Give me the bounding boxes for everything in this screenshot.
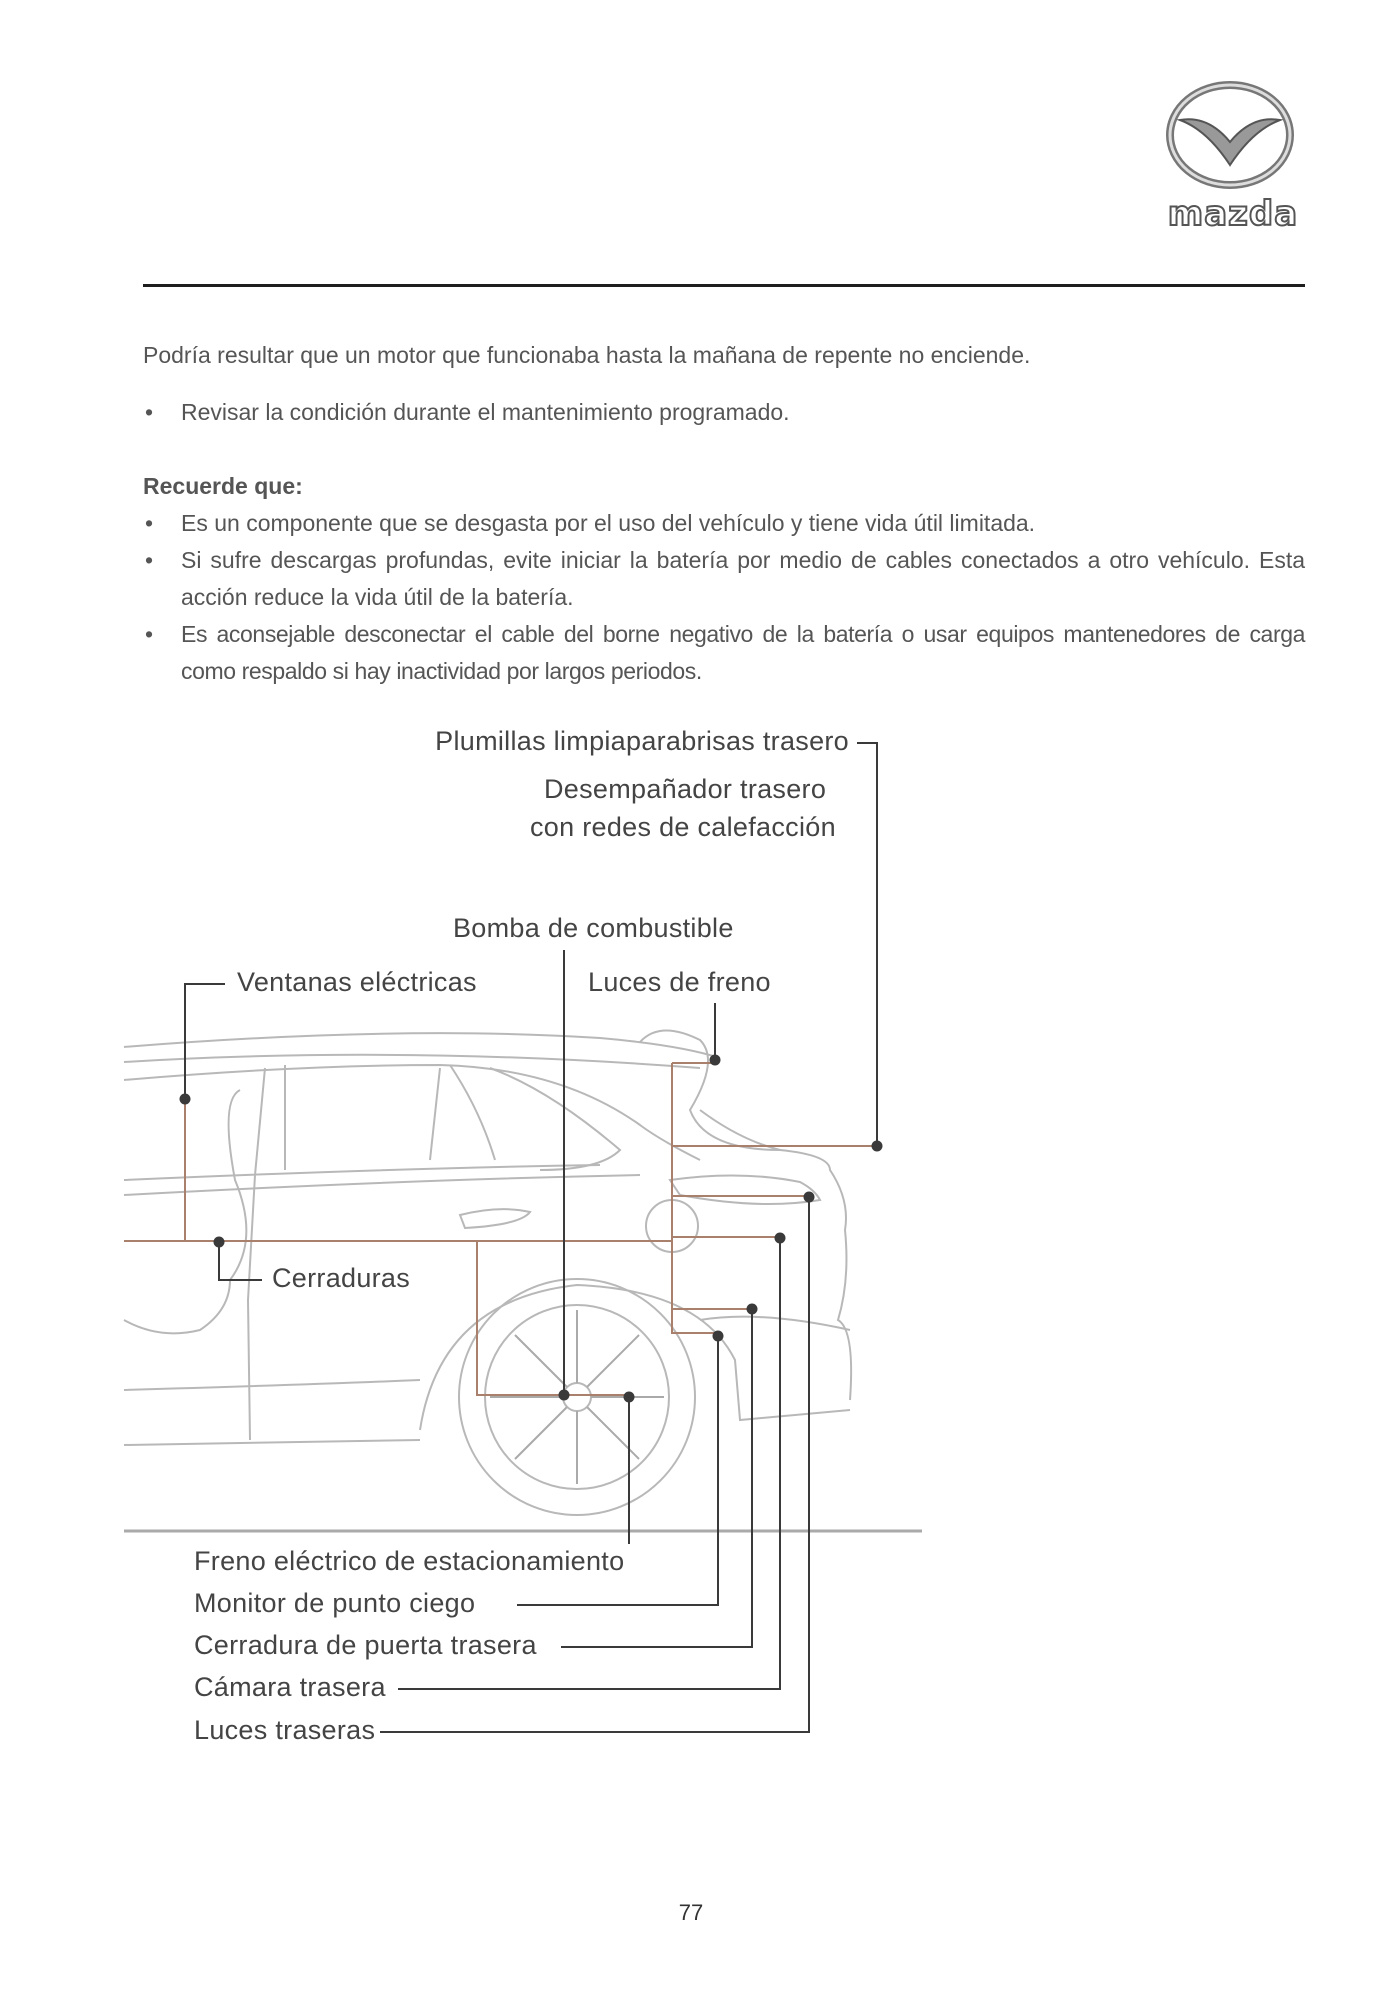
intro-paragraph: Podría resultar que un motor que funcionaba hasta la mañana de repente no enciende.	[143, 342, 1031, 368]
label-tailgate-lock: Cerradura de puerta trasera	[194, 1630, 537, 1660]
label-parking-brake: Freno eléctrico de estacionamiento	[194, 1546, 625, 1576]
windows-dot	[180, 1094, 191, 1105]
reminder-bullet-text: Si sufre descargas profundas, evite iniciar la batería por medio de cables conectados a otro vehículo. Esta acción reduce la vida útil de la batería.	[181, 547, 1305, 610]
label-windows: Ventanas eléctricas	[237, 967, 477, 997]
label-locks: Cerraduras	[272, 1263, 411, 1293]
brake-lights-dot	[710, 1055, 721, 1066]
check-bullet-text: Revisar la condición durante el mantenimiento programado.	[181, 399, 790, 425]
label-fuel-pump: Bomba de combustible	[453, 913, 734, 943]
label-rear-camera: Cámara trasera	[194, 1672, 386, 1702]
parking-brake-dot	[624, 1392, 635, 1403]
car-outline	[124, 1030, 851, 1515]
locks-dot	[214, 1237, 225, 1248]
reminder-bullet-text: Es un componente que se desgasta por el uso del vehículo y tiene vida útil limitada.	[181, 510, 1036, 536]
wiper-dot	[872, 1141, 883, 1152]
fuel-pump-dot	[559, 1390, 570, 1401]
label-defogger-1: Desempañador trasero	[544, 774, 827, 804]
rear-camera-dot	[775, 1233, 786, 1244]
label-brake-lights: Luces de freno	[588, 967, 771, 997]
tailgate-lock-dot	[747, 1304, 758, 1315]
reminder-heading: Recuerde que:	[143, 473, 303, 499]
tail-lights-dot	[804, 1192, 815, 1203]
reminder-bullet-text: Es aconsejable desconectar el cable del borne negativo de la batería o usar equipos mantenedores de carga como respaldo si hay inactividad por largos periodos.	[181, 621, 1305, 684]
label-wiper: Plumillas limpiaparabrisas trasero	[435, 726, 849, 756]
blind-spot-dot	[713, 1331, 724, 1342]
label-blind-spot: Monitor de punto ciego	[194, 1588, 476, 1618]
svg-text:mazda: mazda	[1167, 194, 1299, 234]
page-number: 77	[678, 1900, 704, 1925]
bullet-icon: •	[145, 399, 154, 425]
label-defogger-2: con redes de calefacción	[530, 812, 836, 842]
bullet-icon: •	[145, 510, 154, 536]
bullet-icon: •	[145, 621, 153, 647]
bullet-icon: •	[145, 547, 154, 573]
label-tail-lights: Luces traseras	[194, 1715, 376, 1745]
